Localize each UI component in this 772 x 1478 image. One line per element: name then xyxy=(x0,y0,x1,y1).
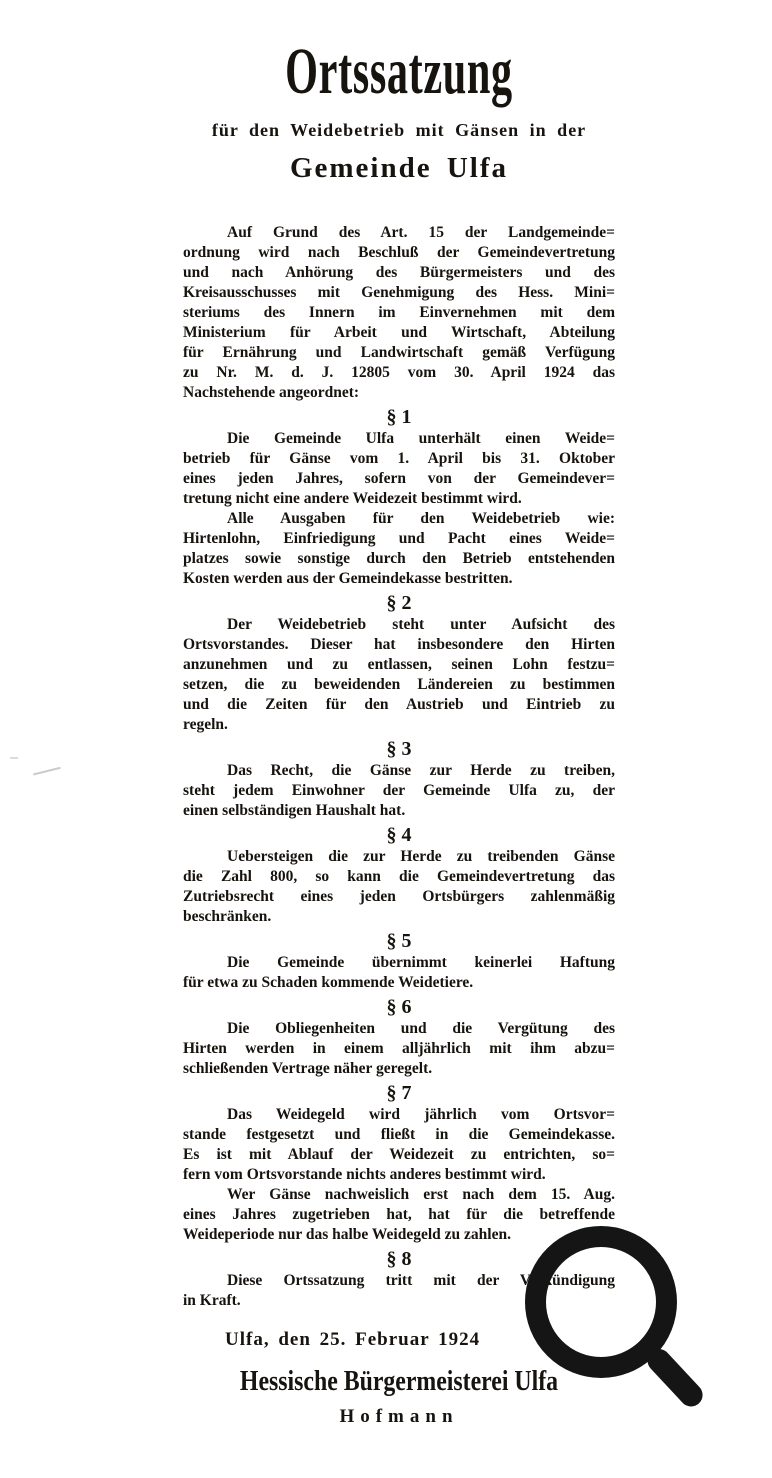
paragraph-line: Ortsvorstandes. Dieser hat insbesondere den Hirten xyxy=(183,636,615,653)
intro-paragraph xyxy=(183,223,615,403)
section-heading: § 6 xyxy=(386,996,412,1018)
section-heading: § 8 xyxy=(386,1248,412,1270)
paragraph-line: Das Recht, die Gänse zur Herde zu treiben, xyxy=(227,762,615,779)
paragraph-line: eines Jahres zugetrieben hat, hat für die betreffende xyxy=(183,1206,615,1223)
section-paragraph xyxy=(183,429,615,509)
paragraph-line: Die Gemeinde übernimmt keinerlei Haftung xyxy=(227,954,615,971)
section-heading: § 5 xyxy=(386,930,412,952)
paragraph-line: Auf Grund des Art. 15 der Landgemeinde= xyxy=(227,224,615,241)
section-paragraph xyxy=(183,1185,615,1245)
paragraph-line: Kosten werden aus der Gemeindekasse bestritten. xyxy=(183,570,513,587)
section-paragraph xyxy=(183,953,615,993)
paragraph-line: zu Nr. M. d. J. 12805 vom 30. April 1924 das xyxy=(183,364,615,381)
sections-container xyxy=(183,408,615,1311)
paragraph-line: eines jeden Jahres, sofern von der Gemeindever= xyxy=(183,470,615,487)
section-paragraph xyxy=(183,1019,615,1079)
paragraph-line: ordnung wird nach Beschluß der Gemeindevertretung xyxy=(183,244,615,261)
paragraph-line: Ministerium für Arbeit und Wirtschaft, Abteilung xyxy=(183,324,615,341)
paragraph-line: regeln. xyxy=(183,716,228,733)
section-heading: § 2 xyxy=(386,592,412,614)
paragraph-line: platzes sowie sonstige durch den Betrieb entstehenden xyxy=(183,550,615,567)
paragraph-line: steht jedem Einwohner der Gemeinde Ulfa zu, der xyxy=(183,782,615,799)
paragraph-line: beschränken. xyxy=(183,908,272,925)
signature-name: Hofmann xyxy=(339,1406,459,1427)
paragraph-line: Kreisausschusses mit Genehmigung des Hess. Mini= xyxy=(183,284,615,301)
paragraph-line: in Kraft. xyxy=(183,1292,241,1309)
paragraph-line: setzen, die zu beweidenden Ländereien zu bestimmen xyxy=(183,676,615,693)
paragraph-line: steriums des Innern im Einvernehmen mit dem xyxy=(183,304,615,321)
scan-artifact-mark xyxy=(10,757,18,759)
paragraph-line: Uebersteigen die zur Herde zu treibenden Gänse xyxy=(227,848,615,865)
paragraph-line: Es ist mit Ablauf der Weidezeit zu entrichten, so= xyxy=(183,1146,615,1163)
paragraph-line: stande festgesetzt und fließt in die Gemeindekasse. xyxy=(183,1126,615,1143)
section-heading: § 3 xyxy=(386,738,412,760)
section-paragraph xyxy=(183,509,615,589)
document-subtitle-line2: Gemeinde Ulfa xyxy=(289,152,509,184)
paragraph-line: Hirtenlohn, Einfriedigung und Pacht eines Weide= xyxy=(183,530,615,547)
paragraph-line: tretung nicht eine andere Weidezeit bestimmt wird. xyxy=(183,490,522,507)
section-heading: § 7 xyxy=(386,1082,412,1104)
paragraph-line: anzunehmen und zu entlassen, seinen Lohn festzu= xyxy=(183,656,615,673)
magnifier-handle xyxy=(643,1344,708,1411)
paragraph-line: betrieb für Gänse vom 1. April bis 31. Oktober xyxy=(183,450,615,467)
paragraph-line: für etwa zu Schaden kommende Weidetiere. xyxy=(183,974,474,991)
document-subtitle-line1: für den Weidebetrieb mit Gänsen in der xyxy=(211,120,587,140)
section-heading: § 4 xyxy=(386,824,412,846)
section-paragraph xyxy=(183,1105,615,1185)
section-paragraph xyxy=(183,615,615,735)
section-paragraph xyxy=(183,847,615,927)
section-heading: § 1 xyxy=(386,406,412,428)
paragraph-line: Das Weidegeld wird jährlich vom Ortsvor= xyxy=(227,1106,615,1123)
paragraph-line: einen selbständigen Haushalt hat. xyxy=(183,802,406,819)
paragraph-line: Hirten werden in einem alljährlich mit ihm abzu= xyxy=(183,1040,615,1057)
paragraph-line: Die Obliegenheiten und die Vergütung des xyxy=(227,1020,615,1037)
paragraph-line: und nach Anhörung des Bürgermeisters und des xyxy=(183,264,615,281)
paragraph-line: und die Zeiten für den Austrieb und Eintrieb zu xyxy=(183,696,615,713)
paragraph-line: die Zahl 800, so kann die Gemeindevertretung das xyxy=(183,868,615,885)
scan-artifact-mark xyxy=(33,767,63,784)
paragraph-line: schließenden Vertrage näher geregelt. xyxy=(183,1060,433,1077)
document-column xyxy=(183,35,615,1429)
section-paragraph xyxy=(183,761,615,821)
paragraph-line: Nachstehende angeordnet: xyxy=(183,384,360,401)
section-paragraph xyxy=(183,1271,615,1311)
paragraph-line: Zutriebsrecht eines jeden Ortsbürgers zahlenmäßig xyxy=(183,888,615,905)
paragraph-line: Diese Ortssatzung tritt mit der Verkündigung xyxy=(227,1272,615,1289)
paragraph-line: für Ernährung und Landwirtschaft gemäß Verfügung xyxy=(183,344,615,361)
paragraph-line: Wer Gänse nachweislich erst nach dem 15. Aug. xyxy=(227,1186,615,1203)
paragraph-line: Der Weidebetrieb steht unter Aufsicht des xyxy=(227,616,615,633)
paragraph-line: fern vom Ortsvorstande nichts anderes bestimmt wird. xyxy=(183,1166,546,1183)
signature-organization: Hessische Bürgermeisterei Ulfa xyxy=(239,1366,559,1397)
dateline: Ulfa, den 25. Februar 1924 xyxy=(225,1329,481,1350)
paragraph-line: Alle Ausgaben für den Weidebetrieb wie: xyxy=(227,510,615,527)
paragraph-line: Die Gemeinde Ulfa unterhält einen Weide= xyxy=(227,430,615,447)
document-title: Ortssatzung xyxy=(285,35,513,108)
paragraph-line: Weideperiode nur das halbe Weidegeld zu zahlen. xyxy=(183,1226,511,1243)
